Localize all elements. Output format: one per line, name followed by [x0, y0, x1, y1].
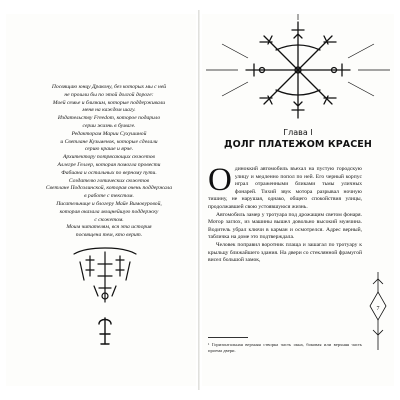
dedication-line: с сюжетом.	[94, 216, 124, 223]
chapter-title: ДОЛГ ПЛАТЕЖОМ КРАСЕН	[224, 139, 372, 150]
paragraph	[208, 162, 362, 212]
dedication-line: серии жизнь в бумаге.	[82, 122, 136, 129]
drop-cap: О	[208, 162, 232, 198]
dedication-line: которая оказала мощнейшую поддержку	[59, 208, 159, 215]
dedication-line: Фабиана и остальных по верному пути.	[61, 169, 157, 176]
chapter-number: Глава I	[283, 128, 313, 137]
dedication-line: Аллегре Геллер, которая помогла провести	[57, 161, 161, 168]
right-page	[202, 14, 394, 386]
dedication-line: посвящена тем, кто верит.	[75, 232, 143, 239]
dedication-line: Светлане Подсолинской, которая очень поддержала	[45, 185, 173, 192]
dedication-line: и Светлане Кузьменок, которые сделали	[60, 138, 158, 145]
runic-stave-icon	[68, 246, 142, 306]
dedication-line: Моим читателям, вся эта история	[66, 224, 152, 231]
page-number: 7	[376, 306, 380, 312]
footnote-divider	[208, 337, 248, 338]
paragraph: Автомобиль замер у тротуара под дрожащим светом фонаря. Мотор заглох, из машины вышел довольно высокий мужчина. Водитель убрал ключи в карман и осмотрелся. Адрес верный, табличка на доме это подтверждала.	[208, 211, 362, 241]
dedication-text	[32, 84, 186, 240]
paragraph: Человек поправил воротник плаща и зашагал по тротуару к крыльцу ближайшего здания. На двери со стеклянной фрамугой висел большой замок,	[208, 241, 362, 264]
rune-symbol-icon	[96, 314, 114, 348]
book-spine	[198, 10, 200, 390]
dedication-line: Создателю готических сюжетов	[68, 177, 150, 184]
dedication-line: Архитектору потрясающих сюжетов	[63, 154, 155, 161]
dedication-line: Писательнице и блогеру Майе Вимовуровой,	[56, 200, 162, 207]
dedication-line: Посвящаю юнцу Дракону, без которых мы с ней	[51, 84, 167, 90]
vegvisir-compass-icon	[202, 14, 394, 126]
footnote: ¹ Горизонтальная верхняя створка часть окна, боковая или верхняя часть проема двери.	[208, 342, 362, 354]
dedication-line: меня на каждом шагу.	[82, 107, 136, 114]
dedication-line: в работе с текстом.	[84, 193, 134, 200]
dedication-line: не прошли бы по этой долгой дороге:	[64, 91, 154, 98]
left-page	[6, 14, 196, 386]
paragraph-text: диноккий автомобиль въехал на пустую городскую улицу и медленно попол по ней. Его черный корпус играл отраженными бликами тьмы уличных фонарей. Тихий звук мотора разрывал ночную тишину, не нарушая, однако, общего спокойствия улицы, продолжавшей свою устоявшуюся жизнь.	[208, 166, 362, 210]
dedication-line: Моей семье и близким, которые поддерживали	[52, 99, 166, 106]
dedication-line: Редакторам Марии Сухушиной	[71, 130, 147, 137]
dedication-line: Издательству Freedom, которое подарило	[57, 115, 161, 122]
chapter-body	[208, 162, 362, 265]
dedication-line: серию краше и ярче.	[84, 146, 134, 153]
